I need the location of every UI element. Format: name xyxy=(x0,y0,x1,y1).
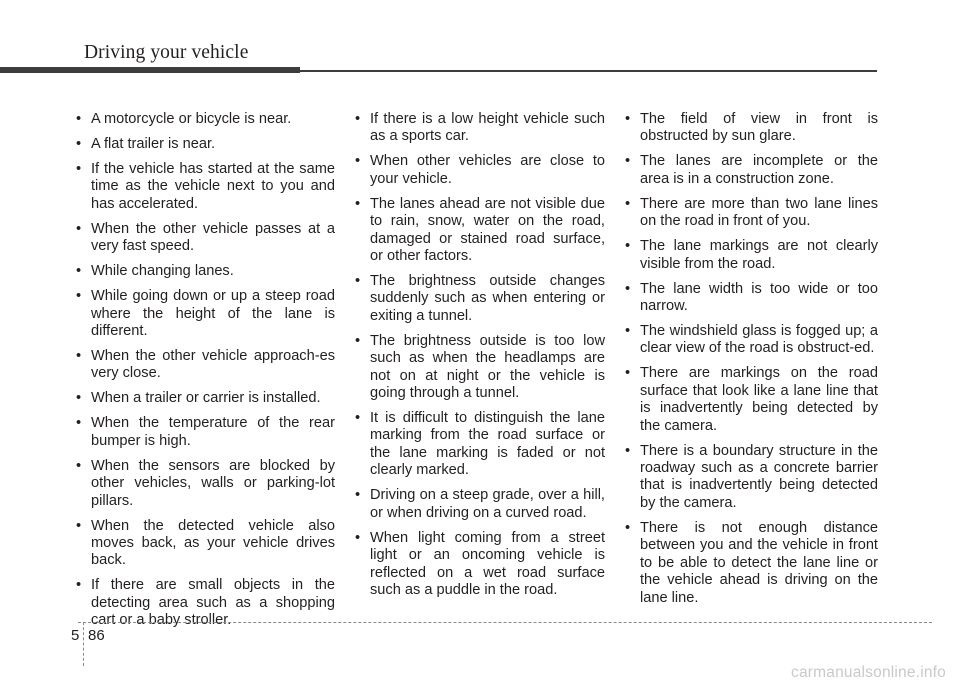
list-item: • The lanes are incomplete or the area is in a construction zone. xyxy=(624,153,878,188)
list-item: • When the other vehicle approach-es very close. xyxy=(75,348,335,383)
list-item: • The brightness outside changes suddenly such as when entering or exiting a tunnel. xyxy=(354,273,605,325)
list-item: • A motorcycle or bicycle is near. xyxy=(75,111,335,128)
list-item: • It is difficult to distinguish the lane marking from the road surface or the lane marking is faded or not clearly marked. xyxy=(354,410,605,480)
list-item: • The brightness outside is too low such as when the headlamps are not on at night or the vehicle is going through a tunnel. xyxy=(354,333,605,403)
list-item: • The lane markings are not clearly visible from the road. xyxy=(624,238,878,273)
header-rule-thin xyxy=(300,70,877,72)
list-item: • There are markings on the road surface that look like a lane line that is inadvertently being detected by the camera. xyxy=(624,365,878,435)
list-item: • There are more than two lane lines on the road in front of you. xyxy=(624,196,878,231)
list-item: • If the vehicle has started at the same time as the vehicle next to you and has accelerated. xyxy=(75,161,335,213)
list-item: • When light coming from a street light or an oncoming vehicle is reflected on a wet road surface such as a puddle in the road. xyxy=(354,530,605,600)
list-item: • When other vehicles are close to your vehicle. xyxy=(354,153,605,188)
list-item: • While changing lanes. xyxy=(75,263,335,280)
list-item: • The lanes ahead are not visible due to rain, snow, water on the road, damaged or stained road surface, or other factors. xyxy=(354,196,605,266)
bullet-column-2 xyxy=(354,111,605,607)
list-item: • The field of view in front is obstructed by sun glare. xyxy=(624,111,878,146)
list-item: • When the temperature of the rear bumper is high. xyxy=(75,415,335,450)
list-item: • If there is a low height vehicle such as a sports car. xyxy=(354,111,605,146)
page-number: 86 xyxy=(88,627,105,644)
list-item: • The windshield glass is fogged up; a clear view of the road is obstruct-ed. xyxy=(624,323,878,358)
bullet-column-1 xyxy=(75,111,335,637)
list-item: • When the detected vehicle also moves back, as your vehicle drives back. xyxy=(75,518,335,570)
list-item: • A flat trailer is near. xyxy=(75,136,335,153)
section-title: Driving your vehicle xyxy=(84,42,249,63)
page-number-divider xyxy=(83,622,84,666)
list-item: • There is a boundary structure in the roadway such as a concrete barrier that is inadvertently being detected by the camera. xyxy=(624,443,878,513)
list-item: • There is not enough distance between you and the vehicle in front to be able to detect the lane line or the vehicle ahead is driving on the lane line. xyxy=(624,520,878,607)
header-rule-thick xyxy=(0,67,300,73)
list-item: • When the other vehicle passes at a very fast speed. xyxy=(75,221,335,256)
chapter-number: 5 xyxy=(71,627,80,644)
list-item: • When the sensors are blocked by other vehicles, walls or parking-lot pillars. xyxy=(75,458,335,510)
watermark: carmanualsonline.info xyxy=(791,664,946,681)
list-item: • Driving on a steep grade, over a hill, or when driving on a curved road. xyxy=(354,487,605,522)
bullet-column-3 xyxy=(624,111,878,615)
list-item: • While going down or up a steep road where the height of the lane is different. xyxy=(75,288,335,340)
list-item: • The lane width is too wide or too narrow. xyxy=(624,281,878,316)
footer-rule xyxy=(78,622,932,623)
list-item: • When a trailer or carrier is installed. xyxy=(75,390,335,407)
list-item: • If there are small objects in the detecting area such as a shopping cart or a baby stroller. xyxy=(75,577,335,629)
